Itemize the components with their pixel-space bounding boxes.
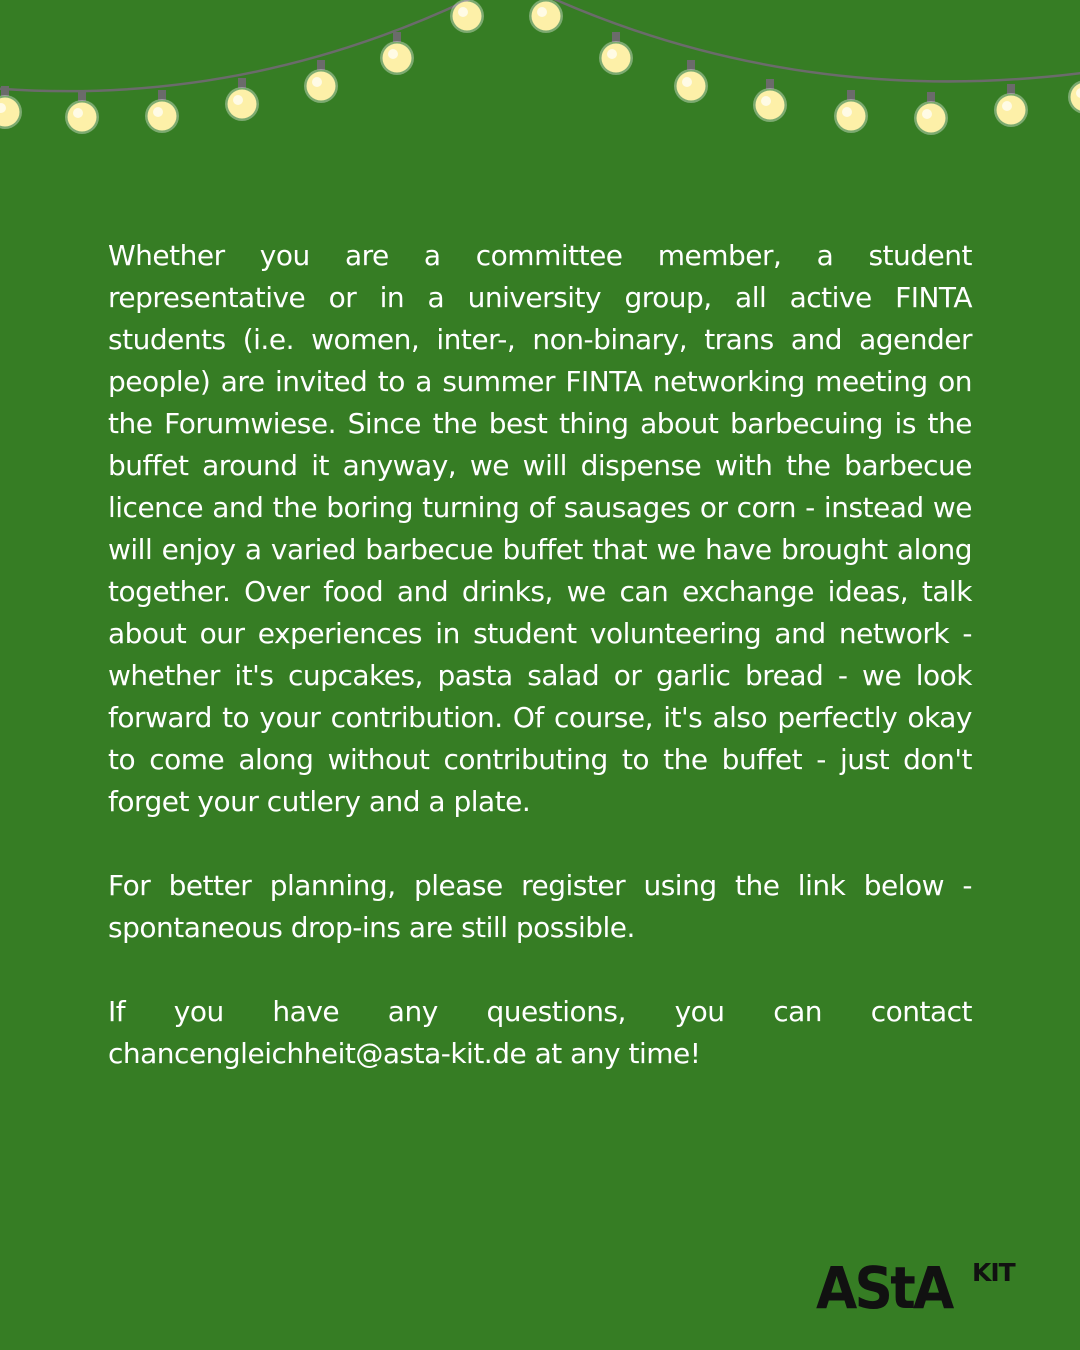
light-bulb-icon bbox=[65, 91, 99, 134]
light-bulb-icon bbox=[834, 90, 868, 133]
logo-main-text: AStA bbox=[816, 1254, 952, 1322]
light-bulb-icon bbox=[994, 84, 1028, 127]
asta-kit-logo bbox=[816, 1254, 1015, 1322]
registration-note: For better planning, please register using the link below - spontaneous drop-ins are still possible. bbox=[108, 869, 972, 944]
light-bulb-icon bbox=[380, 32, 414, 75]
light-bulb-icon bbox=[450, 0, 484, 33]
event-description: Whether you are a committee member, a student representative or in a university group, all active FINTA students (i.e. women, inter-, non-binary, trans and agender people) are invited to a summer FINTA networking meeting on the Forumwiese. Since the best thing about barbecuing is the buffet around it anyway, we will dispense with the barbecue licence and the boring turning of sausages or corn - instead we will enjoy a varied barbecue buffet that we have brought along together. Over food and drinks, we can exchange ideas, talk about our experiences in student volunteering and network - whether it's cupcakes, pasta salad or garlic bread - we look forward to your contribution. Of course, it's also perfectly okay to come along without contributing to the buffet - just don't forget your cutlery and a plate. bbox=[108, 239, 972, 818]
light-bulb-icon bbox=[914, 92, 948, 135]
light-bulb-icon bbox=[1068, 71, 1080, 114]
light-bulb-icon bbox=[0, 86, 22, 129]
light-bulb-icon bbox=[225, 78, 259, 121]
contact-note: If you have any questions, you can contact chancengleichheit@asta-kit.de at any time! bbox=[108, 995, 972, 1070]
light-bulb-icon bbox=[753, 79, 787, 122]
light-bulb-icon bbox=[599, 32, 633, 75]
light-bulb-icon bbox=[529, 0, 563, 33]
invitation-text bbox=[108, 235, 972, 1075]
light-bulb-icon bbox=[304, 60, 338, 103]
light-bulb-icon bbox=[145, 90, 179, 133]
string-lights-icon bbox=[0, 0, 1080, 150]
light-bulb-icon bbox=[674, 60, 708, 103]
logo-superscript: KIT bbox=[972, 1258, 1015, 1287]
